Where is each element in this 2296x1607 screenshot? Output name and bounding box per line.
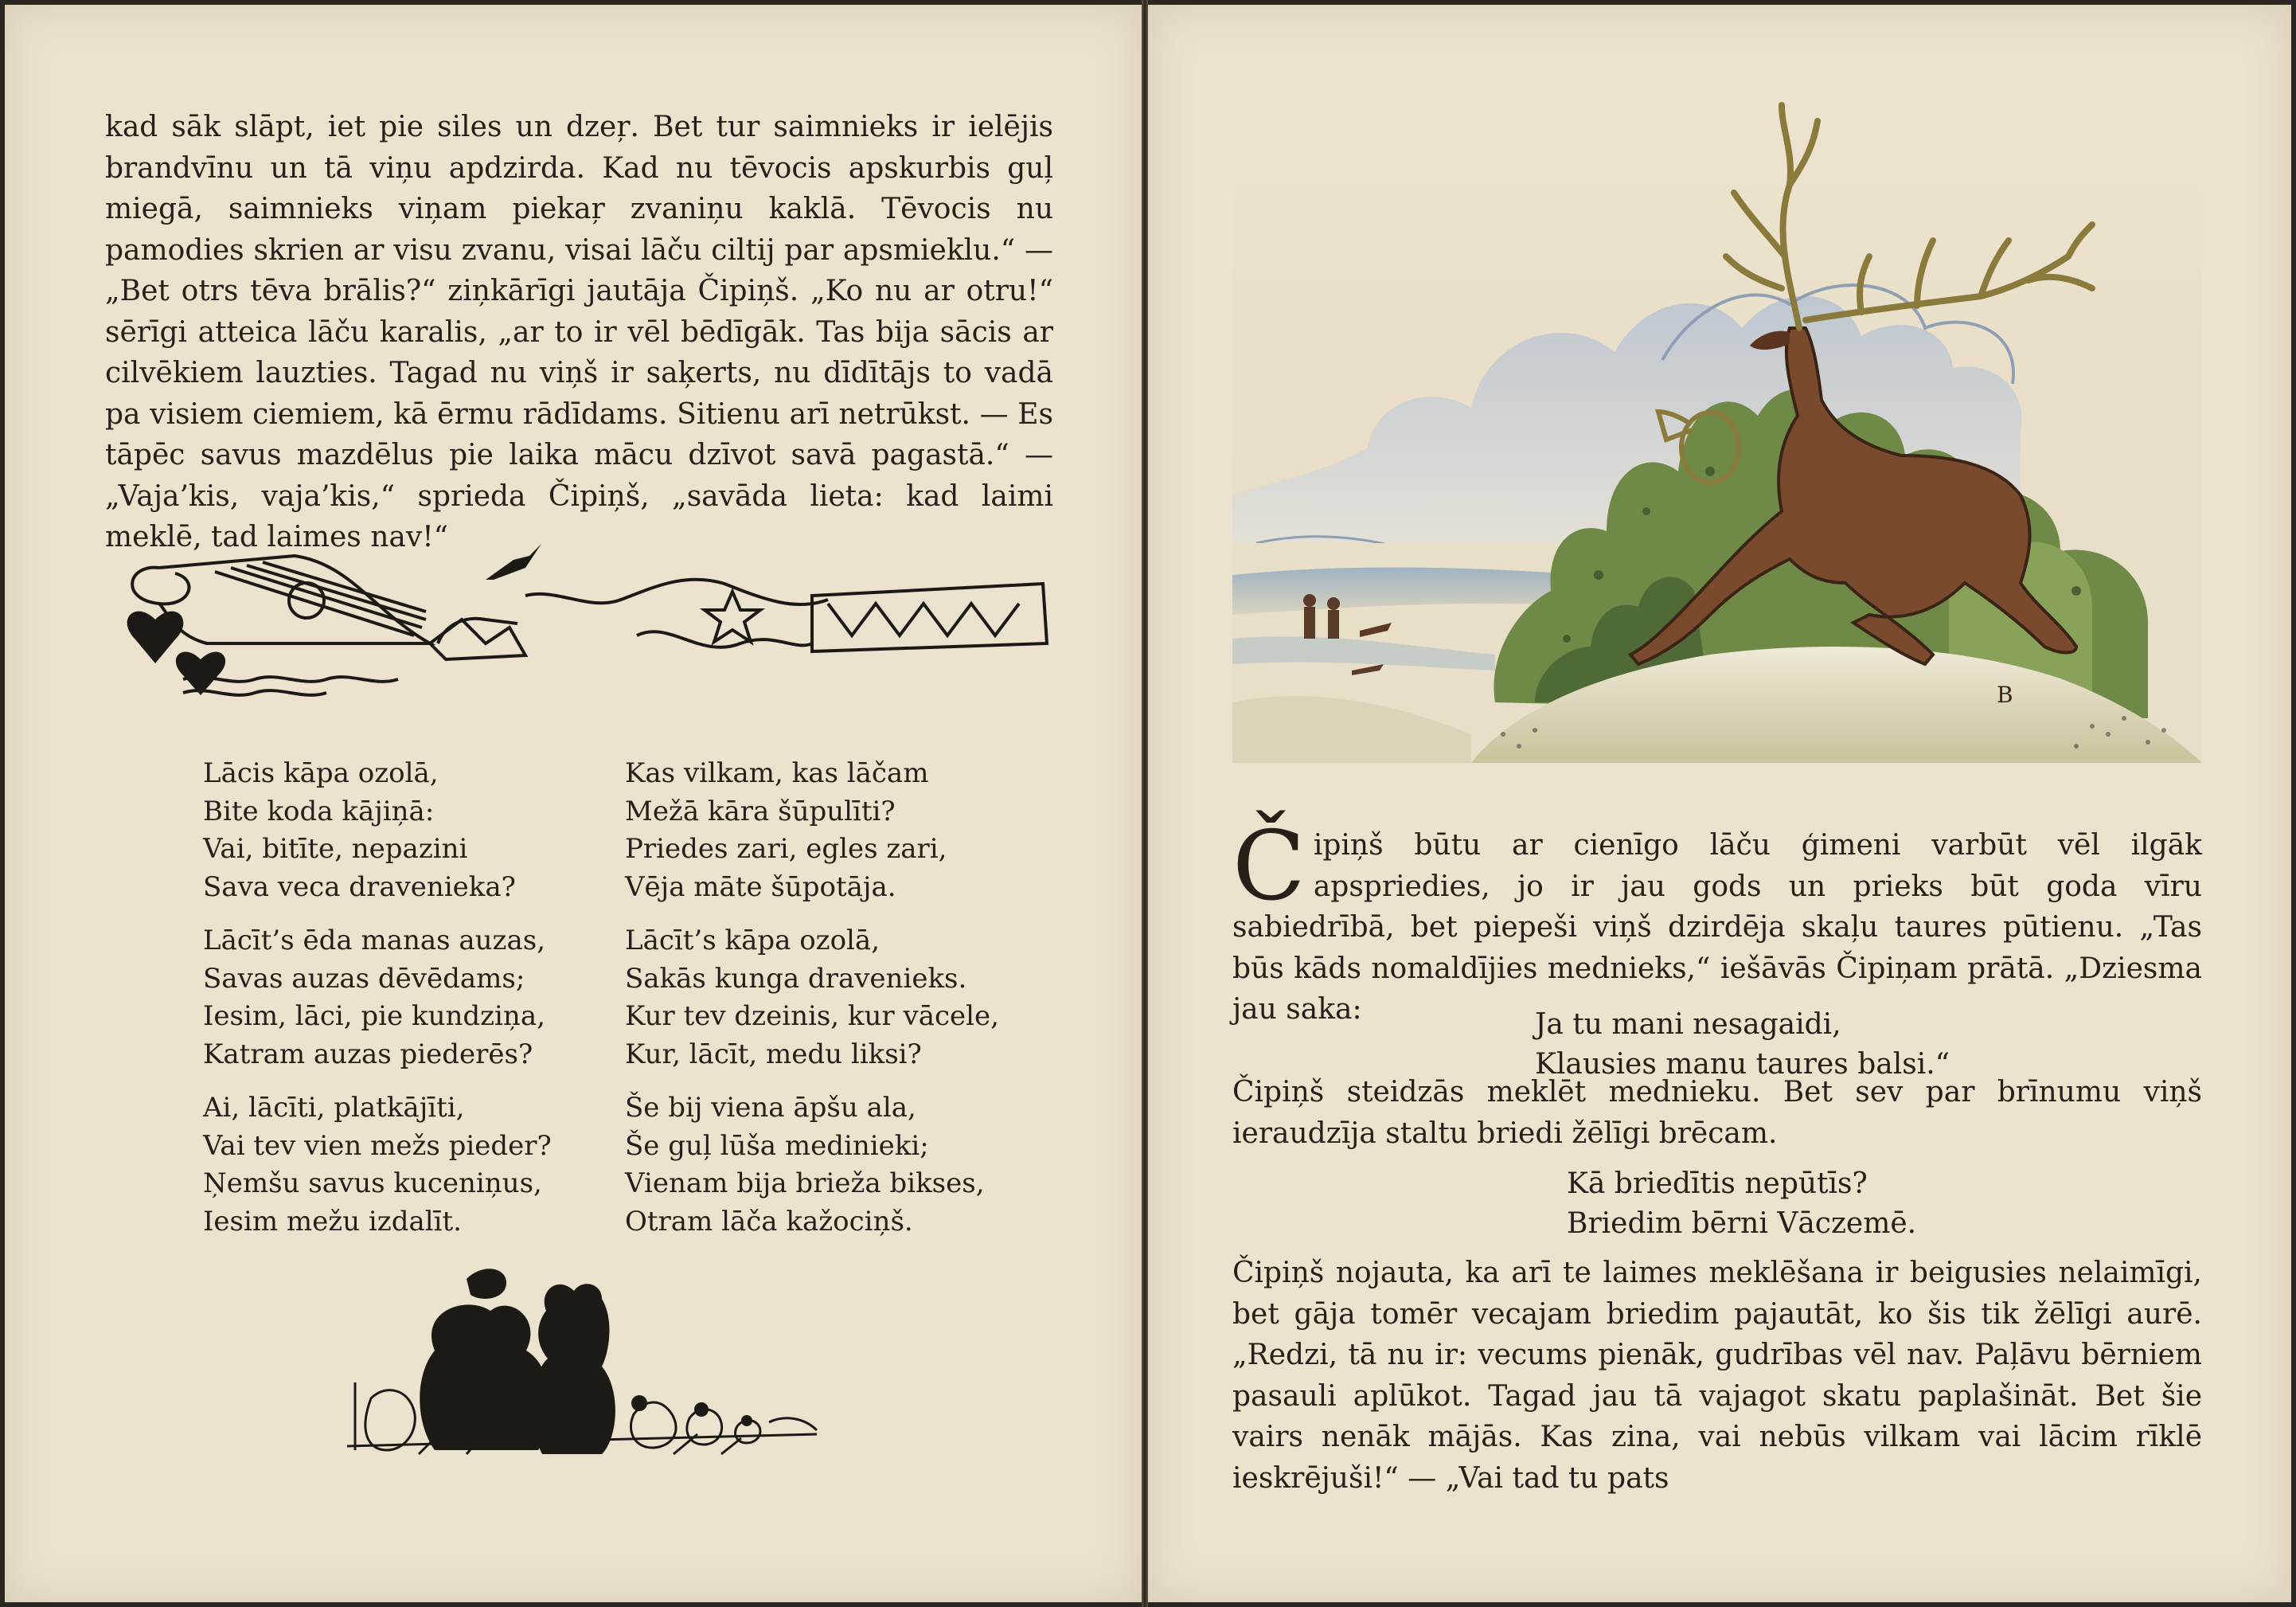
stanza <box>203 755 569 906</box>
poem-line: Mežā kāra šūpulīti? <box>625 795 896 827</box>
poem-right-column <box>625 755 1039 1257</box>
poem-line: Savas auzas dēvēdams; <box>203 962 525 995</box>
stanza <box>203 922 569 1073</box>
stanza <box>625 1089 1039 1241</box>
drop-cap: Č <box>1232 811 1306 922</box>
stanza <box>625 755 1039 906</box>
right-page <box>1148 5 2291 1602</box>
stanza <box>625 922 1039 1073</box>
quote-line: Klausies manu taures balsi.“ <box>1535 1048 1950 1081</box>
song-quote-2 <box>1567 1164 1916 1244</box>
poem-line: Še bij viena āpšu ala, <box>625 1092 916 1124</box>
poem-line: Otram lāča kažociņš. <box>625 1205 913 1238</box>
poem-line: Sava veca dravenieka? <box>203 870 516 903</box>
poem-line: Iesim, lāci, pie kundziņa, <box>203 1000 545 1032</box>
left-page-prose: kad sāk slāpt, iet pie siles un dzeŗ. Bet tur saimnieks ir ielējis brandvīnu un tā viņu apdzirda. Kad nu tēvocis apskurbis guļ miegā, saimnieks viņam piekaŗ zvaniņu kaklā. Tēvocis nu pamodies skrien ar visu zvanu, visai lāču ciltij par apsmieklu.“ — „Bet otrs tēva brālis?“ ziņkārīgi jautāja Čipiņš. „Ko nu ar otru!“ sērīgi atteica lāču karalis, „ar to ir vēl bēdīgāk. Tas bija sācis ar cilvēkiem lauzties. Tagad nu viņš ir saķerts, nu dīdītājs to vadā pa visiem ciemiem, kā ērmu rādīdams. Sitienu arī netrūkst. — Es tāpēc savus mazdēlus pie laika mācu dzīvot savā pagastā.“ — „Vaja’kis, vaja’kis,“ sprieda Čipiņš, „savāda lieta: kad laimi meklē, tad laimes nav!“ <box>105 111 1053 553</box>
quote-line: Kā briedītis nepūtīs? <box>1567 1167 1868 1200</box>
bears-and-beehives-illustration <box>339 1263 833 1462</box>
poem-line: Kur tev dzeinis, kur vācele, <box>625 1000 999 1032</box>
poem-line: Vēja māte šūpotāja. <box>625 870 896 903</box>
stanza <box>203 1089 569 1241</box>
poem-line: Vienam bija brieža bikses, <box>625 1167 985 1199</box>
poem-line: Lācis kāpa ozolā, <box>203 757 439 789</box>
right-page-ending-paragraph: Čipiņš nojauta, ka arī te laimes meklēšana ir beigusies nelaimīgi, bet gāja tomēr vecajam briedim pajautāt, ko šis tik žēlīgi aurē. „Redzi, tā nu ir: vecums pienāk, gudrības vēl nav. Paļāvu bērniem pasauli aplūkot. Tagad jau tā vajagot skatu paplašināt. Bet šie vairs nenāk mājās. Kas zina, vai nebūs vilkam vai lācim rīklē ieskrējuši!“ — „Vai tad tu pats <box>1232 1257 2202 1495</box>
right-page-opening-paragraph <box>1232 811 2202 1030</box>
illustration-monogram: B <box>1997 682 2013 708</box>
stag-illustration <box>1232 97 2202 763</box>
opening-text: ipiņš būtu ar cienīgo lāču ģimeni varbūt vēl ilgāk apspriedies, jo ir jau gods un prieks būt goda vīru sabiedrībā, bet piepeši viņš dzirdēja skaļu taures pūtienu. „Tas būs kāds nomaldījies mednieks,“ iešāvās Čipiņam prātā. „Dziesma jau saka: <box>1232 829 2202 1026</box>
poem-line: Iesim mežu izdalīt. <box>203 1205 462 1238</box>
poem-line: Kur, lācīt, medu liksi? <box>625 1038 922 1070</box>
harp-ornament-illustration <box>111 524 1051 731</box>
poem-line: Sakās kunga dravenieks. <box>625 962 967 995</box>
poem-line: Lācīt’s kāpa ozolā, <box>625 925 881 956</box>
poem-line: Priedes zari, egles zari, <box>625 833 947 865</box>
poem-line: Katram auzas piederēs? <box>203 1038 533 1070</box>
poem-line: Še guļ lūša medinieki; <box>625 1129 929 1162</box>
right-page-middle-paragraph: Čipiņš steidzās meklēt mednieku. Bet sev par brīnumu viņš ieraudzīja staltu briedi žēlīgi brēcam. <box>1232 1076 2202 1150</box>
poem-left-column <box>203 755 569 1257</box>
book-gutter <box>1142 0 1148 1607</box>
poem-line: Vai, bitīte, nepazini <box>203 833 468 865</box>
poem-line: Bite koda kājiņā: <box>203 795 435 827</box>
quote-line: Ja tu mani nesagaidi, <box>1535 1008 1841 1041</box>
poem-line: Kas vilkam, kas lāčam <box>625 757 929 789</box>
poem-line: Lācīt’s ēda manas auzas, <box>203 925 545 956</box>
poem-line: Ņemšu savus kuceniņus, <box>203 1167 542 1199</box>
poem-line: Ai, lācīti, platkājīti, <box>203 1092 465 1124</box>
quote-line: Briedim bērni Vāczemē. <box>1567 1207 1917 1240</box>
left-page <box>5 5 1142 1602</box>
poem-line: Vai tev vien mežs pieder? <box>203 1129 552 1162</box>
